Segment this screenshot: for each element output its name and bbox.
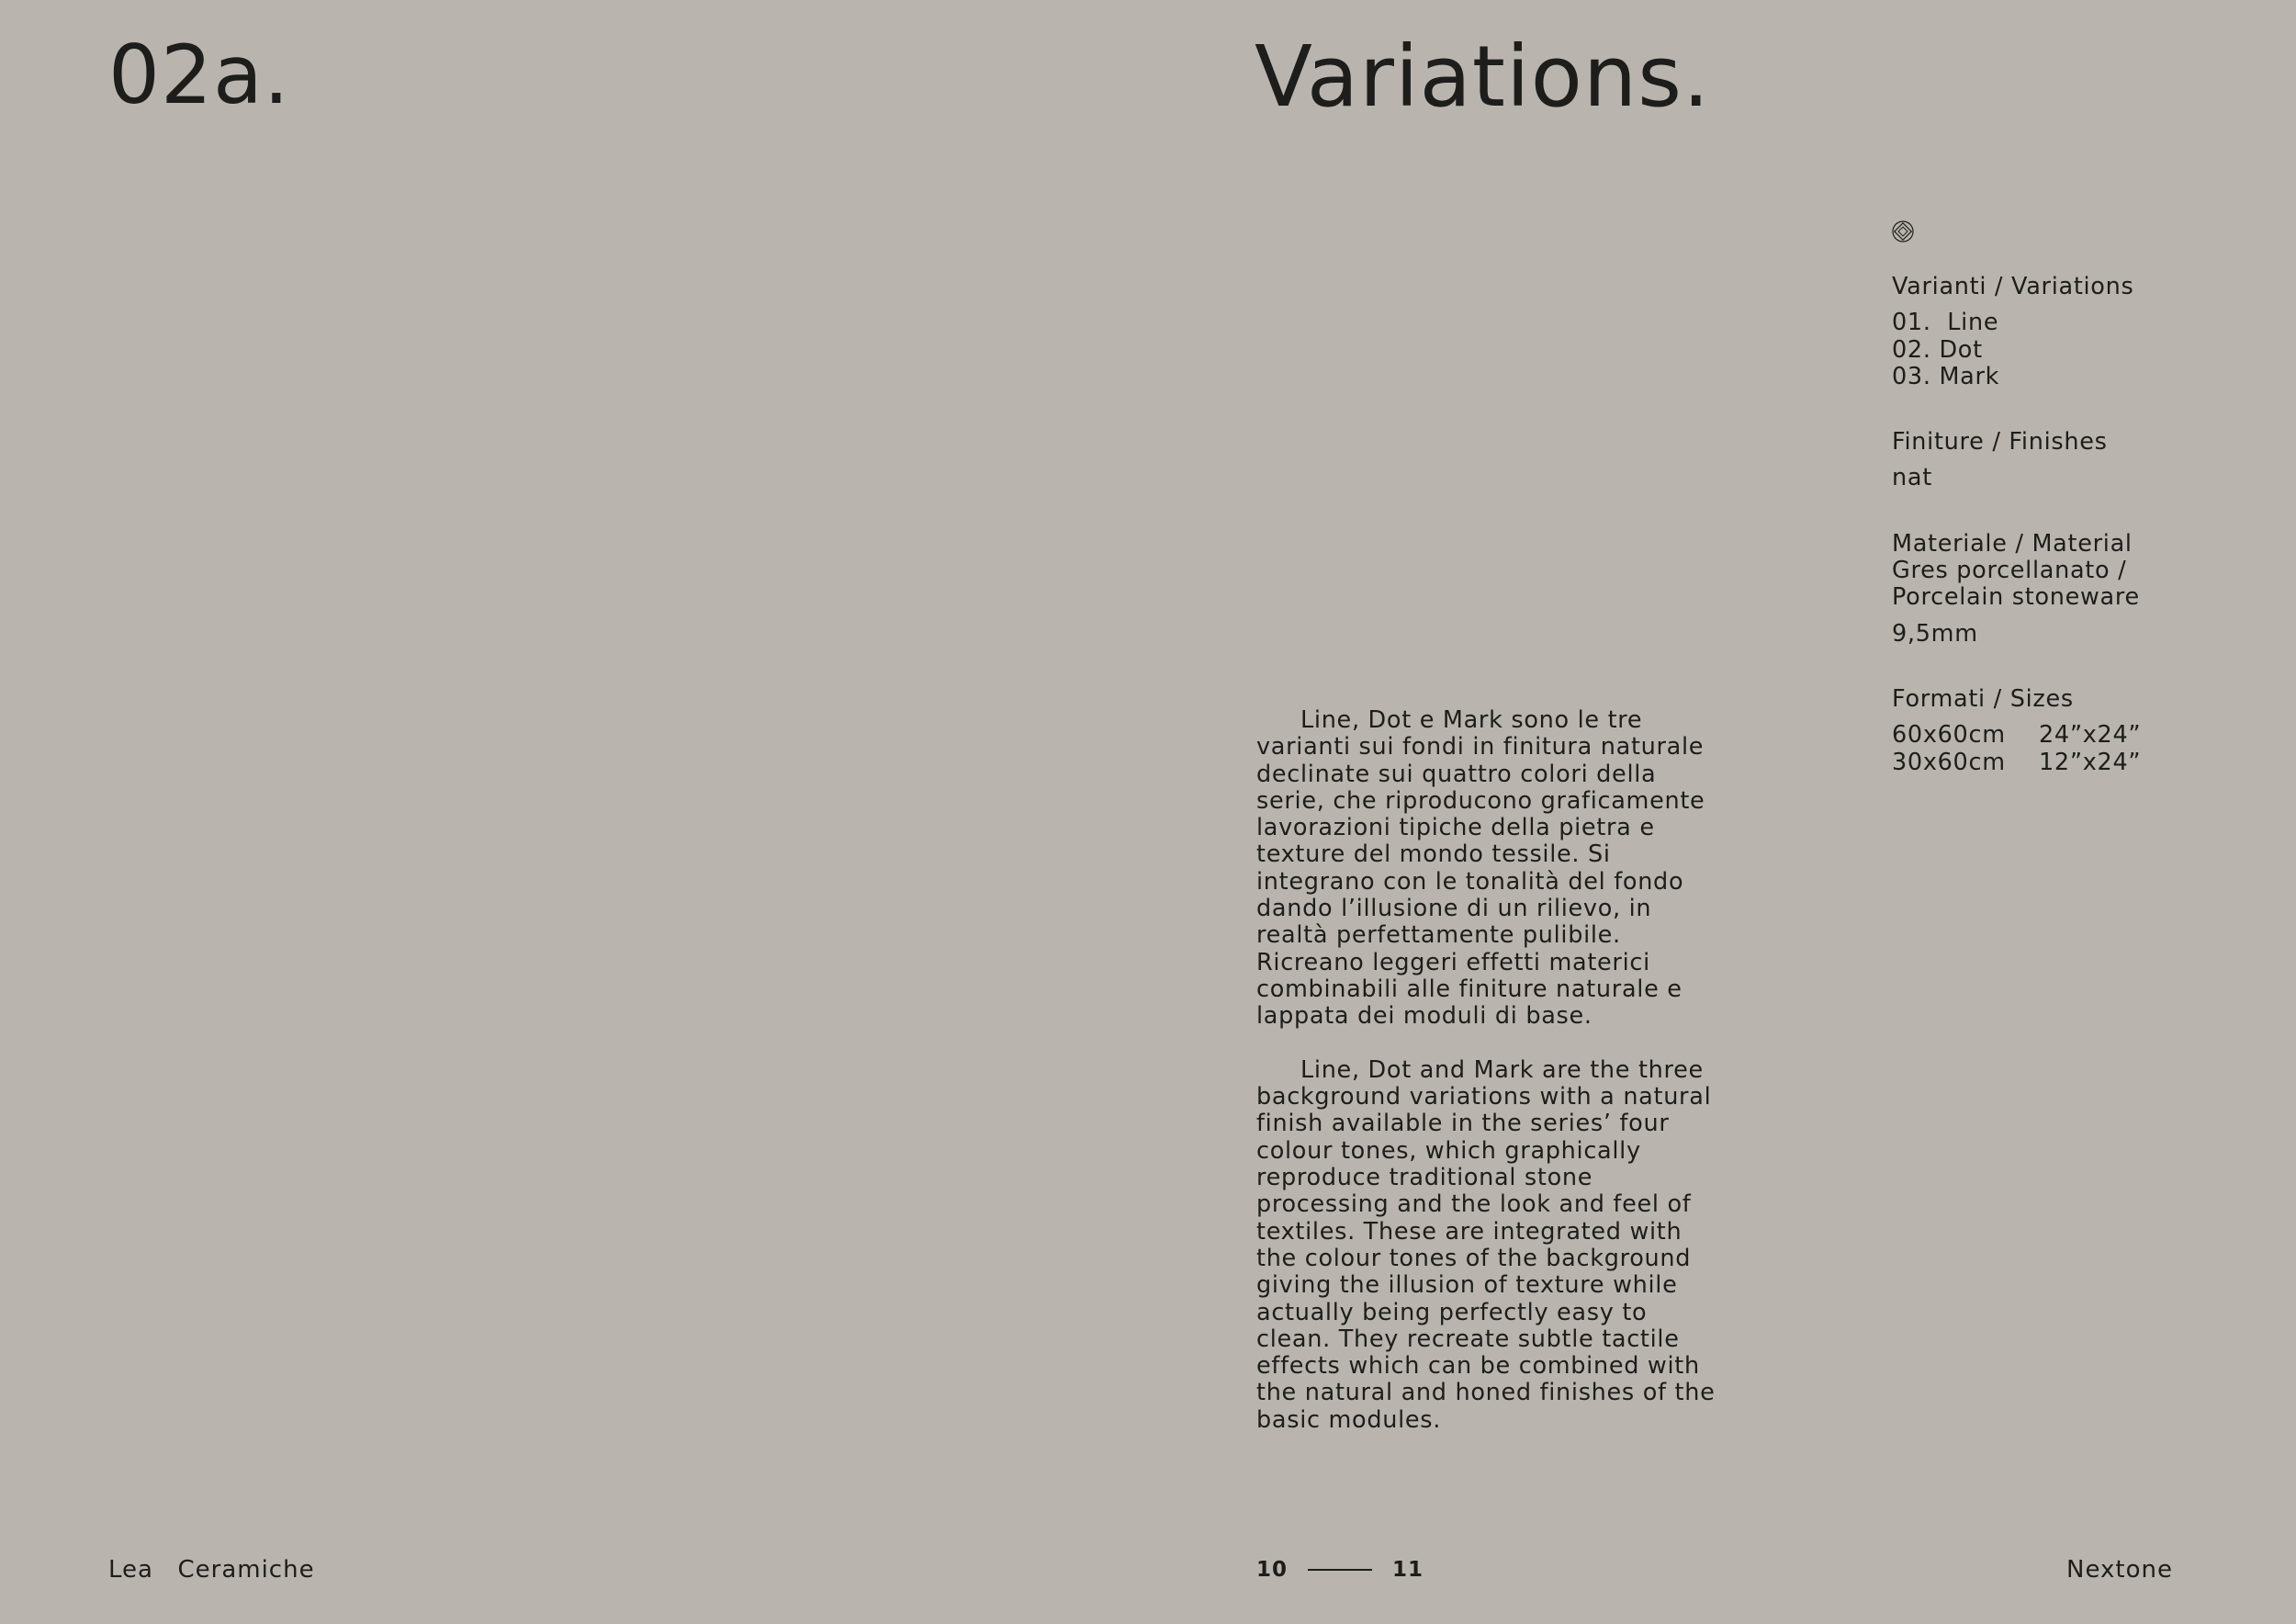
brand-diamond-icon <box>1892 220 1914 242</box>
variations-heading: Varianti / Variations <box>1892 273 2134 300</box>
description-text <box>1256 707 1716 1460</box>
page-divider-line <box>1308 1569 1372 1571</box>
material-line: Gres porcellanato / <box>1892 557 2127 585</box>
size-metric: 30x60cm <box>1892 748 2006 776</box>
variation-item: 01. Line <box>1892 309 1999 337</box>
section-number: 02a. <box>108 28 290 122</box>
page-numbers <box>1256 1558 1424 1582</box>
material-heading: Materiale / Material <box>1892 529 2133 558</box>
size-imperial: 24”x24” <box>2039 721 2142 750</box>
material-value <box>1892 558 2278 612</box>
finishes-heading: Finiture / Finishes <box>1892 428 2108 457</box>
material-line: Porcelain stoneware <box>1892 583 2140 612</box>
variation-item: 03. Mark <box>1892 362 2000 390</box>
description-english: Line, Dot and Mark are the three background variations with a natural finish available in the series’ four colour tones, which graphically reproduce traditional stone processing and the look and feel of textiles. These are integrated with the colour tones of the background giving the illusion of texture while actually being perfectly easy to clean. They recreate subtle tactile effects which can be combined with the natural and honed finishes of the basic modules. <box>1256 1055 1716 1434</box>
finishes-block <box>1892 429 2278 492</box>
footer-brand: Lea Ceramiche <box>108 1556 315 1584</box>
spec-sidebar <box>1892 220 2278 815</box>
size-row <box>1892 750 2278 776</box>
footer-collection: Nextone <box>2066 1556 2173 1584</box>
variations-block <box>1892 274 2278 390</box>
sizes-block <box>1892 686 2278 776</box>
size-metric: 60x60cm <box>1892 721 2006 750</box>
page-number-right: 11 <box>1392 1558 1424 1582</box>
sizes-heading: Formati / Sizes <box>1892 684 2074 713</box>
page-number-left: 10 <box>1256 1558 1289 1582</box>
material-block <box>1892 531 2278 648</box>
material-thickness: 9,5mm <box>1892 619 1978 648</box>
size-imperial: 12”x24” <box>2039 748 2142 776</box>
variations-list <box>1892 310 2278 390</box>
finishes-value: nat <box>1892 464 1932 492</box>
description-italian: Line, Dot e Mark sono le tre varianti sui fondi in finitura naturale declinate sui quattro colori della serie, che riproducono graficamente lavorazioni tipiche della pietra e texture del mondo tessile. Si integrano con le tonalità del fondo dando l’illusione di un rilievo, in realtà perfettamente pulibile. Ricreano leggeri effetti materici combinabili alle finiture naturale e lappata dei moduli di base. <box>1256 706 1705 1031</box>
variation-item: 02. Dot <box>1892 335 1983 364</box>
page-title: Variations. <box>1255 28 1711 126</box>
size-row <box>1892 722 2278 749</box>
